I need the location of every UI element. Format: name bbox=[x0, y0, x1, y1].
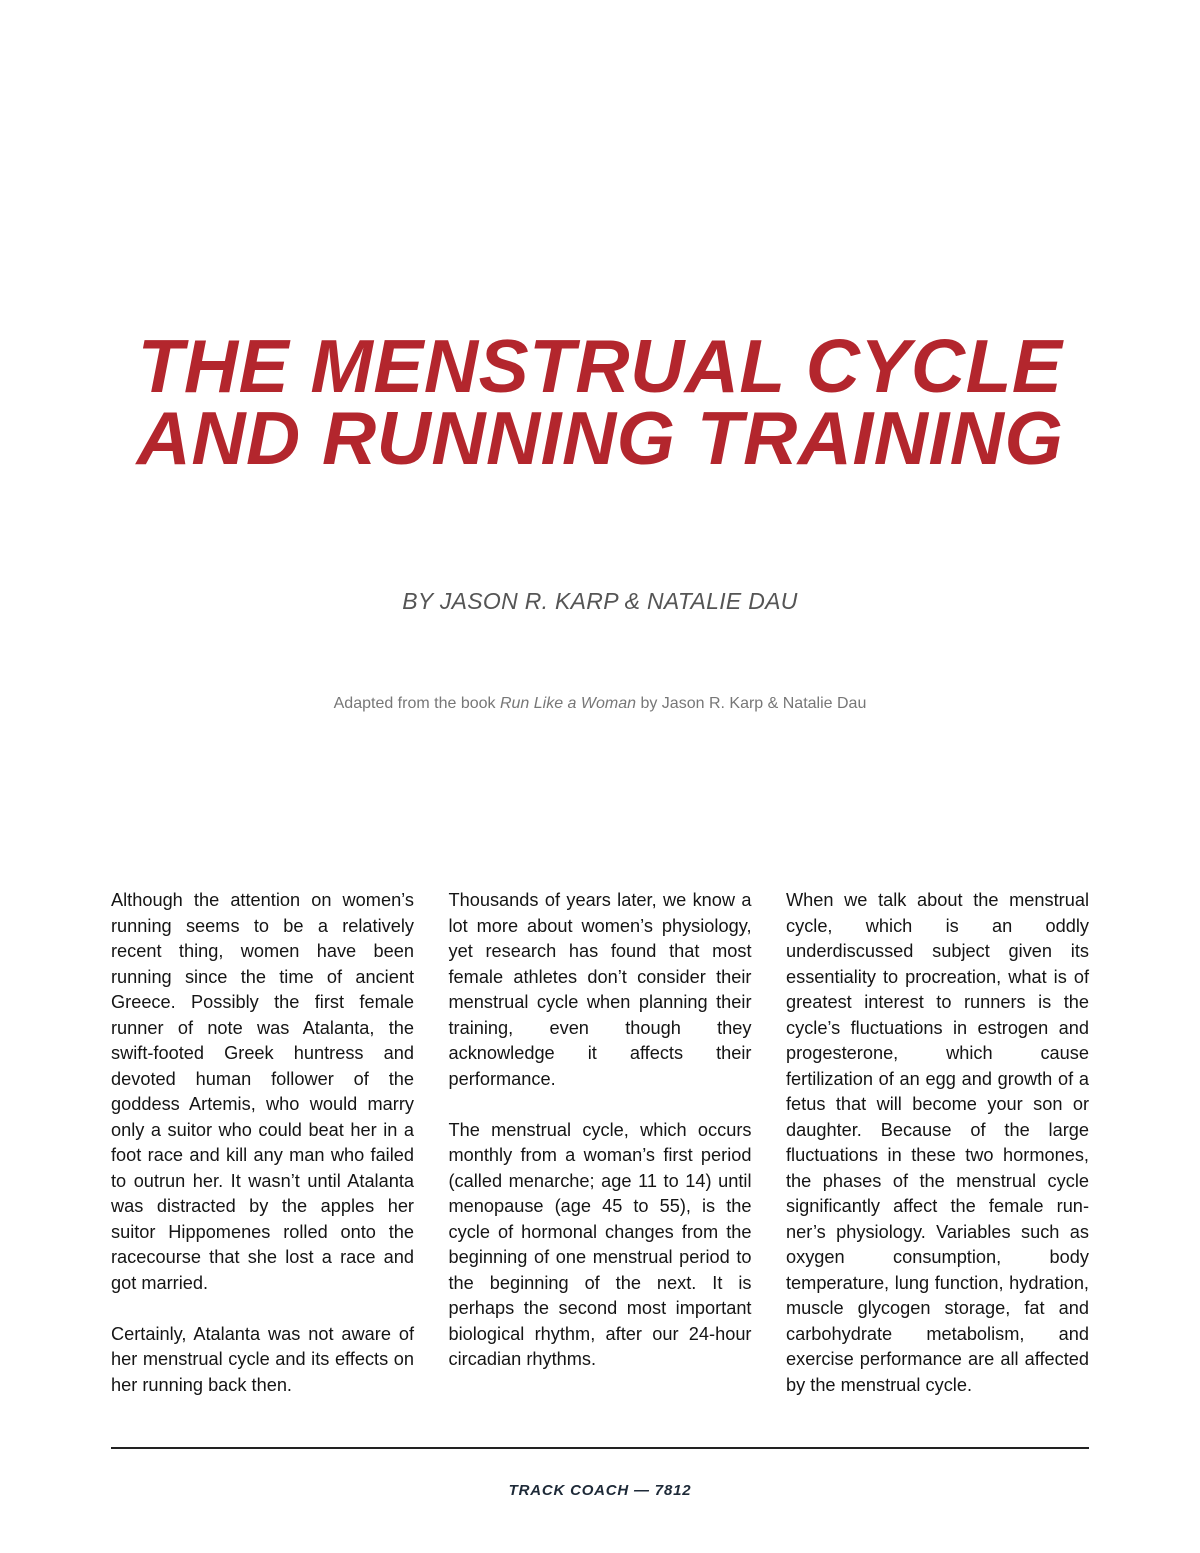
adapted-prefix: Adapted from the book bbox=[333, 695, 500, 712]
body-column-1 bbox=[111, 888, 414, 1424]
paragraph: The menstrual cycle, which occurs monthly from a woman’s first period (called menarche; age 11 to 14) until menopause (age 45 to 55), is the cycle of hormonal changes from the beginning of one menstrual period to the beginning of the next. It is perhaps the second most important biological rhythm, after our 24-hour circadian rhythms. bbox=[448, 1119, 752, 1369]
body-column-2 bbox=[449, 888, 752, 1424]
paragraph: When we talk about the menstrual cycle, which is an oddly underdiscussed subject given its essentiality to procreation, what is of greatest interest to runners is the cycle’s fluctuations in estrogen and progesterone, which cause fertilization of an egg and growth of a fetus that will become your son or daughter. Because of the large fluctuations in these two hormones, the phases of the menstrual cycle significantly affect the female runner’s physiology. Variables such as oxygen consumption, body temperature, lung function, hydration, muscle glycogen storage, fat and carbohydrate metabolism, and exercise performance are all affected by the menstrual cycle. bbox=[786, 890, 1089, 1395]
article-title-line1: THE MENSTRUAL CYCLE bbox=[137, 324, 1063, 408]
article-byline: BY JASON R. KARP & NATALIE DAU bbox=[402, 588, 798, 614]
page-footer: TRACK COACH — 7812 bbox=[508, 1482, 692, 1499]
article-title-line2: AND RUNNING TRAINING bbox=[136, 396, 1064, 480]
paragraph: Thousands of years later, we know a lot more about women’s physiology, yet research has found that most female athletes don’t consider their menstrual cycle when planning their training, even though they acknowledge it affects their performance. bbox=[448, 890, 752, 1089]
adapted-suffix: by Jason R. Karp & Natalie Dau bbox=[636, 695, 867, 712]
body-columns bbox=[111, 888, 1089, 1424]
adapted-book-title: Run Like a Woman bbox=[499, 695, 637, 712]
body-column-3 bbox=[786, 888, 1089, 1424]
footer-divider bbox=[111, 1447, 1089, 1449]
adapted-from-note bbox=[0, 695, 1200, 713]
paragraph: Certainly, Atalanta was not aware of her menstrual cycle and its effects on her running back then. bbox=[111, 1323, 414, 1395]
paragraph: Although the attention on women’s running seems to be a relatively recent thing, women have been running since the time of ancient Greece. Possibly the first female runner of note was Atalanta, the swift-footed Greek huntress and devoted human follower of the goddess Artemis, who would marry only a suitor who could beat her in a foot race and kill any man who failed to outrun her. It wasn’t until Atalanta was distracted by the apples her suitor Hippomenes rolled onto the racecourse that she lost a race and got married. bbox=[111, 890, 414, 1293]
article-title bbox=[0, 324, 1200, 480]
